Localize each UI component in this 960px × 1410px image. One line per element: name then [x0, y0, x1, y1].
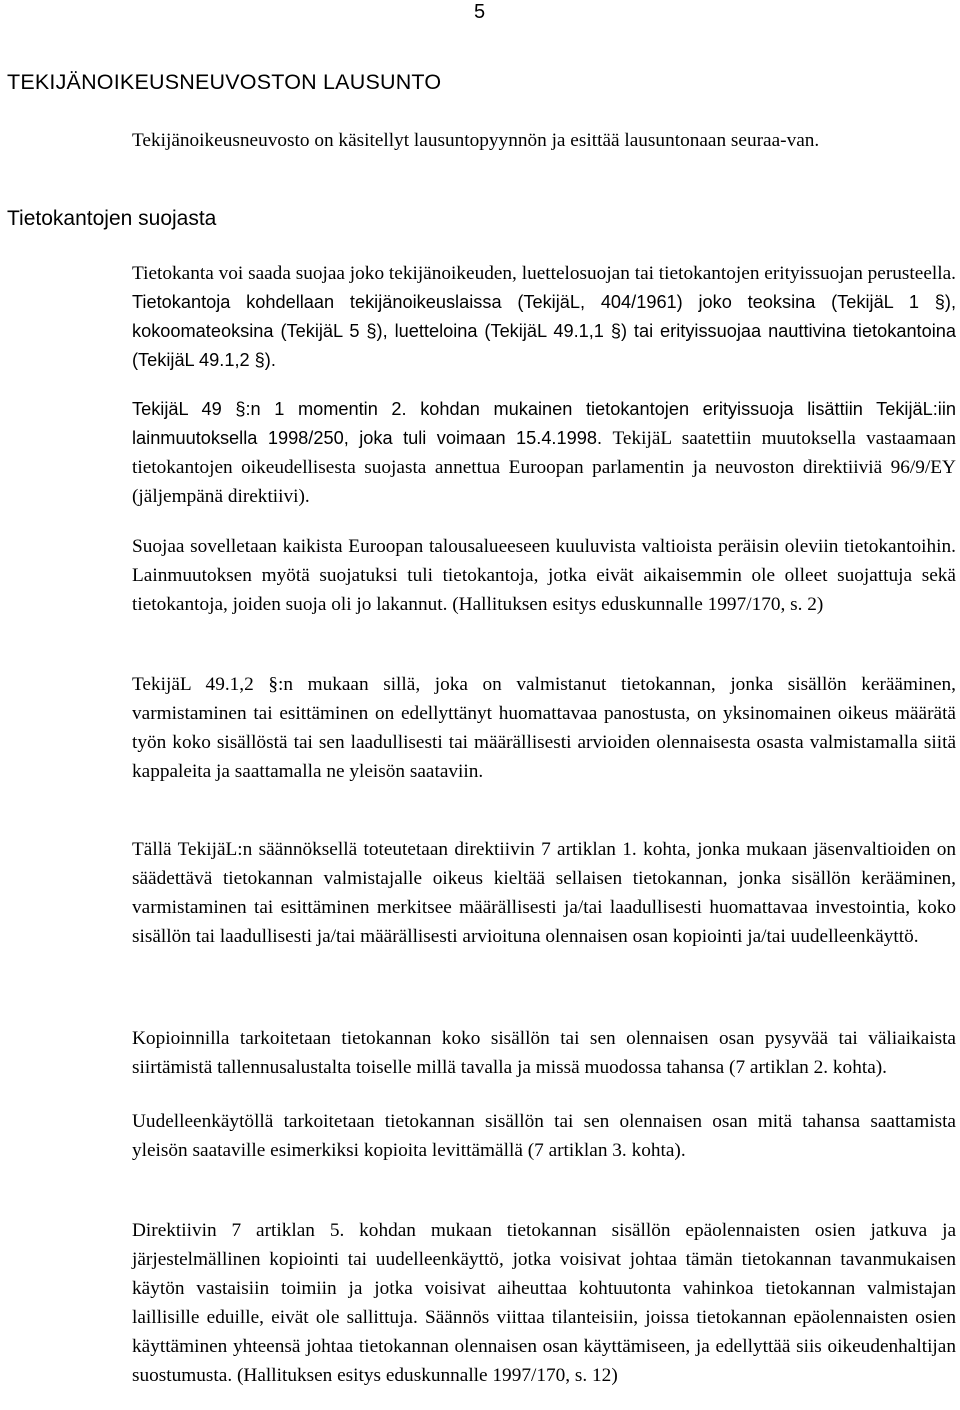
paragraph-6: Kopioinnilla tarkoitetaan tietokannan koko sisällön tai sen olennaisen osan pysyvää tai väliaikaista siirtämistä tallennusalustalta toiselle millä tavalla ja missä muodossa tahansa (7 artiklan 2. kohta). — [132, 1028, 956, 1078]
paragraph-2-serif: TekijäL saatettiin muutoksella vastaamaan tietokantojen oikeudellisesta suojasta annettua Euroopan parlamentin ja neuvoston direktiiviä 96/9/EY (jäljempänä direktiivi). — [132, 428, 956, 507]
paragraph-3: Suojaa sovelletaan kaikista Euroopan talousalueeseen kuuluvista valtioista peräisin oleviin tietokantoihin. Lainmuutoksen myötä suojatuksi tuli tietokantoja, jotka eivät aikaisemmin ole olleet suojattuja sekä tietokantoja, joiden suoja oli jo lakannut. (Hallituksen esitys eduskunnalle 1997/170, s. 2) — [132, 536, 956, 615]
paragraph-1-serif: Tietokanta voi saada suojaa joko tekijänoikeuden, luettelosuojan tai tietokantojen erityissuojan perusteella. — [132, 263, 956, 284]
intro-paragraph: Tekijänoikeusneuvosto on käsitellyt lausuntopyynnön ja esittää lausuntonaan seuraa-van. — [132, 130, 820, 151]
paragraph-7: Uudelleenkäytöllä tarkoitetaan tietokannan sisällön tai sen olennaisen osan mitä tahansa saattamista yleisön saataville esimerkiksi kopioita levittämällä (7 artiklan 3. kohta). — [132, 1111, 956, 1161]
paragraph-1 — [132, 259, 956, 375]
page-number: 5 — [474, 1, 486, 23]
paragraph-4: TekijäL 49.1,2 §:n mukaan sillä, joka on valmistanut tietokannan, jonka sisällön kerääminen, varmistaminen tai esittäminen on edellyttänyt huomattavaa panostusta, on yksinomainen oikeus määrätä työn koko sisällöstä tai sen laadullisesti tai määrällisesti arvioiden olennaisesta osasta valmistamalla siitä kappaleita ja saattamalla ne yleisön saataviin. — [132, 674, 956, 782]
paragraph-2 — [132, 395, 956, 511]
document-heading: TEKIJÄNOIKEUSNEUVOSTON LAUSUNTO — [7, 70, 442, 94]
paragraph-8: Direktiivin 7 artiklan 5. kohdan mukaan tietokannan sisällön epäolennaisten osien jatkuva ja järjestelmällinen kopiointi tai uudelleenkäyttö, jotka voisivat johtaa tämän tietokannan tavanmukaisen käytön vastaisiin toimiin ja jotka voisivat aiheuttaa kohtuutonta vahinkoa tietokannan valmistajan laillisille eduille, eivät ole sallittuja. Säännös viittaa tilanteisiin, joissa tietokannan epäolennaisten osien käyttäminen yhteensä johtaa tietokannan olennaisen osan käyttämiseen, ja edellyttää siis oikeudenhaltijan suostumusta. (Hallituksen esitys eduskunnalle 1997/170, s. 12) — [132, 1220, 956, 1386]
paragraph-5: Tällä TekijäL:n säännöksellä toteutetaan direktiivin 7 artiklan 1. kohta, jonka mukaan jäsenvaltioiden on säädettävä tietokannan valmistajalle oikeus kieltää sellaisen tietokannan, jonka sisällön kerääminen, varmistaminen tai esittäminen merkitsee määrällisesti ja/tai laadullisesti huomattavaa investointia, koko sisällön tai laadullisesti ja/tai määrällisesti arvioituna olennaisen osan kopiointi ja/tai uudelleenkäyttö. — [132, 839, 956, 947]
paragraph-2-sans: TekijäL 49 §:n 1 momentin 2. kohdan mukainen tietokantojen erityissuoja lisättiin TekijäL:iin lainmuutoksella 1998/250, joka tuli voimaan 15.4.1998. — [132, 399, 956, 448]
paragraph-1-sans: Tietokantoja kohdellaan tekijänoikeuslaissa (TekijäL, 404/1961) joko teoksina (TekijäL 1 §), kokoomateoksina (TekijäL 5 §), luetteloina (TekijäL 49.1,1 §) tai erityissuojaa nauttivina tietokantoina (TekijäL 49.1,2 §). — [132, 292, 956, 370]
section-heading: Tietokantojen suojasta — [7, 207, 217, 230]
